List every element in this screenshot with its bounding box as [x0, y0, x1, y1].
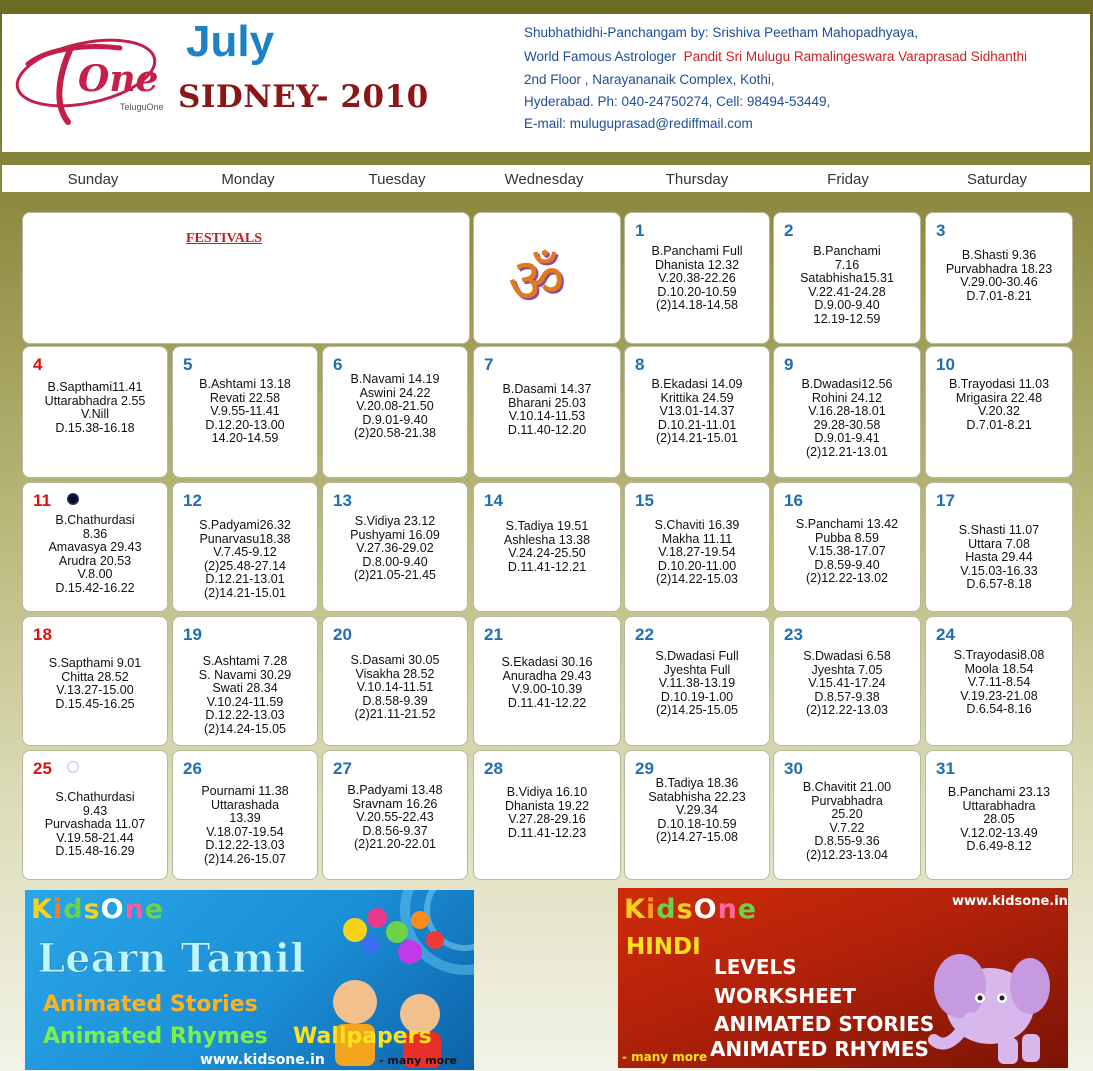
festivals-label[interactable]: FESTIVALS [186, 231, 263, 246]
day-cell-28[interactable] [473, 750, 621, 880]
day-cell-16[interactable] [773, 482, 921, 612]
day-details: S.Dwadasi 6.58 Jyeshta 7.05 V.15.41-17.24 D.8.57-9.38 (2)12.22-13.03 [803, 649, 891, 718]
wallpapers-text: Wallpapers [293, 1024, 432, 1049]
day-details: B.Padyami 13.48 Sravnam 16.26 V.20.55-22.43 D.8.56-9.37 (2)21.20-22.01 [347, 783, 443, 852]
day-cell-22[interactable] [624, 616, 770, 746]
new-moon-icon [67, 493, 79, 505]
day-details: S.Padyami26.32 Punarvasu18.38 V.7.45-9.12 (2)25.48-27.14 D.12.21-13.01 (2)14.21-15.01 [199, 518, 291, 600]
day-cell-5[interactable] [172, 346, 318, 478]
day-details: S.Sapthami 9.01 Chitta 28.52 V.13.27-15.00 D.15.45-16.25 [48, 656, 142, 711]
day-details: B.Vidiya 16.10 Dhanista 19.22 V.27.28-29.16 D.11.41-12.23 [504, 785, 590, 840]
day-cell-27[interactable] [322, 750, 468, 880]
day-cell-15[interactable] [624, 482, 770, 612]
day-details: B.Panchami 7.16 Satabhisha15.31 V.22.41-24.28 D.9.00-9.40 12.19-12.59 [800, 244, 894, 326]
day-cell-3[interactable] [925, 212, 1073, 344]
hindi-title: HINDI [626, 934, 701, 960]
kidsone-url[interactable]: www.kidsone.in [952, 894, 1068, 909]
day-number: 10 [936, 355, 955, 374]
day-details: B.Trayodasi 11.03 Mrigasira 22.48 V.20.32 D.7.01-8.21 [948, 377, 1050, 432]
day-cell-21[interactable] [473, 616, 621, 746]
day-cell-4[interactable] [22, 346, 168, 478]
kidsone-logo: KidsOne [31, 894, 165, 925]
animated-stories-text: ANIMATED STORIES [714, 1012, 935, 1036]
day-details: S.Dasami 30.05 Visakha 28.52 V.10.14-11.51 D.8.58-9.39 (2)21.11-21.52 [350, 653, 440, 722]
day-details: S.Dwadasi Full Jyeshta Full V.11.38-13.19 D.10.19-1.00 (2)14.25-15.05 [655, 649, 739, 718]
day-details: B.Ekadasi 14.09 Krittika 24.59 V13.01-14.37 D.10.21-11.01 (2)14.21-15.01 [651, 377, 743, 446]
day-details: B.Tadiya 18.36 Satabhisha 22.23 V.29.34 D.10.18-10.59 (2)14.27-15.08 [648, 776, 746, 845]
day-cell-30[interactable] [773, 750, 921, 880]
many-more-text: - many more [622, 1050, 708, 1064]
weekday-sunday: Sunday [67, 171, 119, 188]
day-number: 6 [333, 355, 343, 374]
astrologer-name: Pandit Sri Mulugu Ramalingeswara Varaprasad Sidhanthi [683, 49, 1028, 64]
day-number: 14 [484, 491, 503, 510]
day-details: B.Navami 14.19 Aswini 24.22 V.20.08-21.50 D.9.01-9.40 (2)20.58-21.38 [350, 372, 440, 441]
day-details: S.Chaviti 16.39 Makha 11.11 V.18.27-19.54 D.10.20-11.00 (2)14.22-15.03 [654, 518, 740, 587]
day-cell-14[interactable] [473, 482, 621, 612]
day-cell-2[interactable] [773, 212, 921, 344]
day-cell-20[interactable] [322, 616, 468, 746]
kidsone-logo: KidsOne [624, 894, 758, 925]
day-number: 2 [784, 221, 794, 240]
day-number: 29 [635, 759, 654, 778]
info-line-4: Hyderabad. Ph: 040-24750274, Cell: 98494-53449, [524, 94, 831, 109]
weekday-wednesday: Wednesday [504, 171, 584, 188]
many-more-text: - many more [379, 1054, 458, 1067]
day-cell-29[interactable] [624, 750, 770, 880]
day-details: S.Chathurdasi 9.43 Purvashada 11.07 V.19.58-21.44 D.15.48-16.29 [44, 790, 146, 859]
day-cell-17[interactable] [925, 482, 1073, 612]
day-details: S.Ekadasi 30.16 Anuradha 29.43 V.9.00-10.39 D.11.41-12.22 [501, 655, 593, 710]
info-line-1: Shubhathidhi-Panchangam by: Srishiva Peetham Mahopadhyaya, [524, 25, 918, 40]
day-cell-18[interactable] [22, 616, 168, 746]
worksheet-text: WORKSHEET [714, 984, 857, 1008]
weekday-monday: Monday [221, 171, 275, 188]
day-cell-25[interactable] [22, 750, 168, 880]
day-number: 19 [183, 625, 202, 644]
animated-stories-text: Animated Stories [43, 992, 258, 1017]
day-cell-11[interactable] [22, 482, 168, 612]
weekday-friday: Friday [827, 171, 869, 188]
day-cell-9[interactable] [773, 346, 921, 478]
info-line-3: 2nd Floor , Narayananaik Complex, Kothi, [524, 72, 775, 87]
month-title: July [186, 17, 275, 66]
day-details: B.Shasti 9.36 Purvabhadra 18.23 V.29.00-30.46 D.7.01-8.21 [945, 248, 1053, 303]
animated-rhymes-text: ANIMATED RHYMES [710, 1037, 929, 1061]
day-cell-8[interactable] [624, 346, 770, 478]
full-moon-icon [67, 761, 79, 773]
day-details: S.Ashtami 7.28 S. Navami 30.29 Swati 28.34 V.10.24-11.59 D.12.22-13.03 (2)14.24-15.05 [198, 654, 292, 736]
day-number: 18 [33, 625, 52, 644]
day-details: S.Vidiya 23.12 Pushyami 16.09 V.27.36-29.02 D.8.00-9.40 (2)21.05-21.45 [350, 514, 440, 583]
day-cell-6[interactable] [322, 346, 468, 478]
day-cell-12[interactable] [172, 482, 318, 612]
day-details: B.Chathurdasi 8.36 Amavasya 29.43 Arudra 20.53 V.8.00 D.15.42-16.22 [48, 513, 142, 595]
learn-tamil-title: Learn Tamil [37, 935, 306, 982]
day-cell-19[interactable] [172, 616, 318, 746]
day-cell-24[interactable] [925, 616, 1073, 746]
day-details: B.Panchami Full Dhanista 12.32 V.20.38-22.26 D.10.20-10.59 (2)14.18-14.58 [651, 244, 743, 313]
levels-text: LEVELS [714, 955, 797, 979]
day-cell-1[interactable] [624, 212, 770, 344]
kidsone-url[interactable]: www.kidsone.in [200, 1052, 325, 1068]
day-number: 11 [33, 491, 51, 510]
day-number: 9 [784, 355, 794, 374]
day-number: 30 [784, 759, 803, 778]
weekday-tuesday: Tuesday [368, 171, 426, 188]
day-number: 21 [484, 625, 503, 644]
day-number: 3 [936, 221, 946, 240]
day-details: B.Sapthami11.41 Uttarabhadra 2.55 V.Nill D.15.38-16.18 [44, 380, 146, 435]
day-cell-23[interactable] [773, 616, 921, 746]
animated-rhymes-text: Animated Rhymes [43, 1024, 268, 1049]
day-number: 16 [784, 491, 803, 510]
day-cell-13[interactable] [322, 482, 468, 612]
learn-tamil-banner[interactable] [25, 890, 474, 1070]
day-details: B.Panchami 23.13 Uttarabhadra 28.05 V.12.02-13.49 D.6.49-8.12 [947, 785, 1051, 854]
day-details: S.Tadiya 19.51 Ashlesha 13.38 V.24.24-25.50 D.11.41-12.21 [503, 519, 591, 574]
day-number: 31 [936, 759, 955, 778]
hindi-banner[interactable] [618, 888, 1068, 1068]
day-number: 15 [635, 491, 654, 510]
day-details: S.Trayodasi8.08 Moola 18.54 V.7.11-8.54 V.19.23-21.08 D.6.54-8.16 [953, 648, 1045, 717]
day-number: 1 [635, 221, 645, 240]
day-details: S.Panchami 13.42 Pubba 8.59 V.15.38-17.07 D.8.59-9.40 (2)12.22-13.02 [795, 517, 899, 586]
om-cell [473, 212, 621, 344]
day-cell-10[interactable] [925, 346, 1073, 478]
day-number: 25 [33, 759, 52, 778]
info-line-2 [524, 49, 1027, 65]
festivals-cell [22, 212, 470, 344]
day-cell-26[interactable] [172, 750, 318, 880]
day-number: 4 [33, 355, 43, 374]
day-number: 28 [484, 759, 503, 778]
day-number: 5 [183, 355, 193, 374]
contact-email[interactable]: E-mail: muluguprasad@rediffmail.com [524, 116, 753, 131]
day-number: 17 [936, 491, 955, 510]
day-details: B.Ashtami 13.18 Revati 22.58 V.9.55-11.41 D.12.20-13.00 14.20-14.59 [199, 377, 291, 446]
day-cell-31[interactable] [925, 750, 1073, 880]
logo-subtext: TeluguOne [120, 102, 164, 112]
logo-text: One [78, 58, 159, 100]
city-year-title: SIDNEY- 2010 [178, 79, 429, 115]
day-details: B.Dasami 14.37 Bharani 25.03 V.10.14-11.53 D.11.40-12.20 [502, 382, 592, 437]
day-details: Pournami 11.38 Uttarashada 13.39 V.18.07-19.54 D.12.22-13.03 (2)14.26-15.07 [201, 784, 289, 866]
day-number: 7 [484, 355, 494, 374]
day-details: B.Chavitit 21.00 Purvabhadra 25.20 V.7.22 D.8.55-9.36 (2)12.23-13.04 [802, 780, 892, 862]
day-details: B.Dwadasi12.56 Rohini 24.12 V.16.28-18.01 29.28-30.58 D.9.01-9.41 (2)12.21-13.01 [801, 377, 893, 459]
day-number: 27 [333, 759, 352, 778]
day-number: 12 [183, 491, 202, 510]
om-icon: ॐ [508, 244, 565, 317]
day-number: 24 [936, 625, 955, 644]
day-number: 8 [635, 355, 645, 374]
day-details: S.Shasti 11.07 Uttara 7.08 Hasta 29.44 V.15.03-16.33 D.6.57-8.18 [958, 523, 1040, 592]
teluguone-logo[interactable] [8, 18, 173, 133]
day-number: 26 [183, 759, 202, 778]
day-number: 20 [333, 625, 352, 644]
weekday-thursday: Thursday [665, 171, 729, 188]
day-number: 13 [333, 491, 352, 510]
day-number: 23 [784, 625, 803, 644]
day-cell-7[interactable] [473, 346, 621, 478]
weekday-saturday: Saturday [966, 171, 1028, 188]
day-number: 22 [635, 625, 654, 644]
info-line-2-prefix: World Famous Astrologer [524, 49, 677, 64]
